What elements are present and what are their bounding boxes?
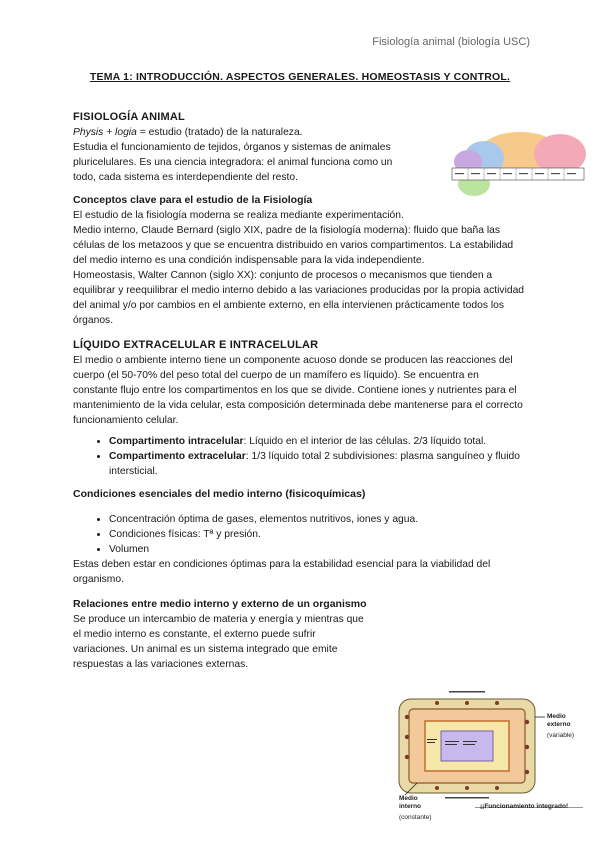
bullet-text: : 1/3 líquido total 2 subdivisiones: plasma sanguíneo y fluido intersticial.	[109, 451, 520, 477]
list-item: • Concentración óptima de gases, elementos nutritivos, iones y agua.	[109, 512, 525, 527]
paragraph-condiciones-optimas: Estas deben estar en condiciones óptimas para la estabilidad esencial para la viabilidad del organismo.	[73, 559, 491, 585]
paragraph-medio-interno: Medio interno, Claude Bernard (siglo XIX, padre de la fisiología moderna): fluido que baña las células de los metazoos y que se encuentra distribuido en varios compartimentos. La estabilidad del medio interno es una condición indispensable para la vida independiente.	[73, 225, 514, 266]
subheading-relaciones: Relaciones entre medio interno y externo de un organismo	[73, 598, 367, 610]
bullet-text: : Líquido en el interior de las células. 2/3 líquido total.	[243, 436, 487, 447]
figure-note-internal: (constante)	[399, 814, 432, 821]
paragraph-relaciones: Se produce un intercambio de materia y energía y mientras que el medio interno es constante, el externo puede sufrir variaciones. Un animal es un sistema integrado que emite respuestas a las variaciones externas.	[73, 614, 364, 670]
figure-caption: ¡¡Funcionamiento integrado!	[480, 803, 569, 810]
list-item	[109, 449, 525, 479]
fisiologia-paragraph: Estudia el funcionamiento de tejidos, órganos y sistemas de animales pluricelulares. Es una ciencia integradora: el animal funciona como un todo, cada sistema es interdependiente del resto.	[73, 142, 393, 183]
etymology-definition: = estudio (tratado) de la naturaleza.	[136, 127, 303, 138]
paragraph-homeostasis: Homeostasis, Walter Cannon (siglo XX): conjunto de procesos o mecanismos que tienden a equilibrar y reequilibrar el medio interno debido a las variaciones producidas por la propia actividad del animal y/o por cambios en el ambiente externo, en ella intervienen prácticamente todos los órganos.	[73, 270, 525, 326]
document-title: TEMA 1: INTRODUCCIÓN. ASPECTOS GENERALES. HOMEOSTASIS Y CONTROL.	[89, 71, 511, 83]
list-item: • Condiciones físicas: Tª y presión.	[109, 527, 525, 542]
figure-label-external: Medio externo	[547, 713, 571, 728]
figure-note-external: (variable)	[547, 732, 575, 739]
conditions-list	[73, 512, 525, 557]
running-header: Fisiología animal (biología USC)	[372, 36, 530, 48]
list-item	[109, 434, 525, 449]
etymology-paragraph	[73, 125, 418, 140]
section-heading-fisiologia: FISIOLOGÍA ANIMAL	[73, 111, 185, 123]
compartments-list	[73, 434, 525, 479]
section-heading-liquido: LÍQUIDO EXTRACELULAR E INTRACELULAR	[73, 339, 319, 351]
paragraph-experimentacion: El estudio de la fisiología moderna se realiza mediante experimentación.	[73, 210, 404, 221]
figure-cell-compartment	[441, 731, 493, 761]
list-item: • Volumen	[109, 542, 525, 557]
subheading-conceptos: Conceptos clave para el estudio de la Fisiología	[73, 194, 313, 206]
paragraph-medio-ambiente-interno: El medio o ambiente interno tiene un componente acuoso donde se producen las reacciones del cuerpo (el 50-70% del peso total del cuerpo de un mamífero es líquido). Se encuentra en constante flujo entre los compartimentos en los que se divide. Contiene iones y nutrientes para el mantenimiento de la vida celular, esta composición determinada debe mantenerse para el correcto funcionamiento celular.	[73, 355, 523, 426]
etymology-term: Physis + logia	[73, 127, 137, 138]
bullet-term: Compartimento intracelular	[109, 436, 244, 447]
bullet-term: Compartimento extracelular	[109, 451, 246, 462]
figure-label-internal: Medio interno	[399, 795, 422, 810]
subheading-condiciones: Condiciones esenciales del medio interno (fisicoquímicas)	[73, 488, 366, 500]
organ-systems-figure	[448, 128, 586, 200]
